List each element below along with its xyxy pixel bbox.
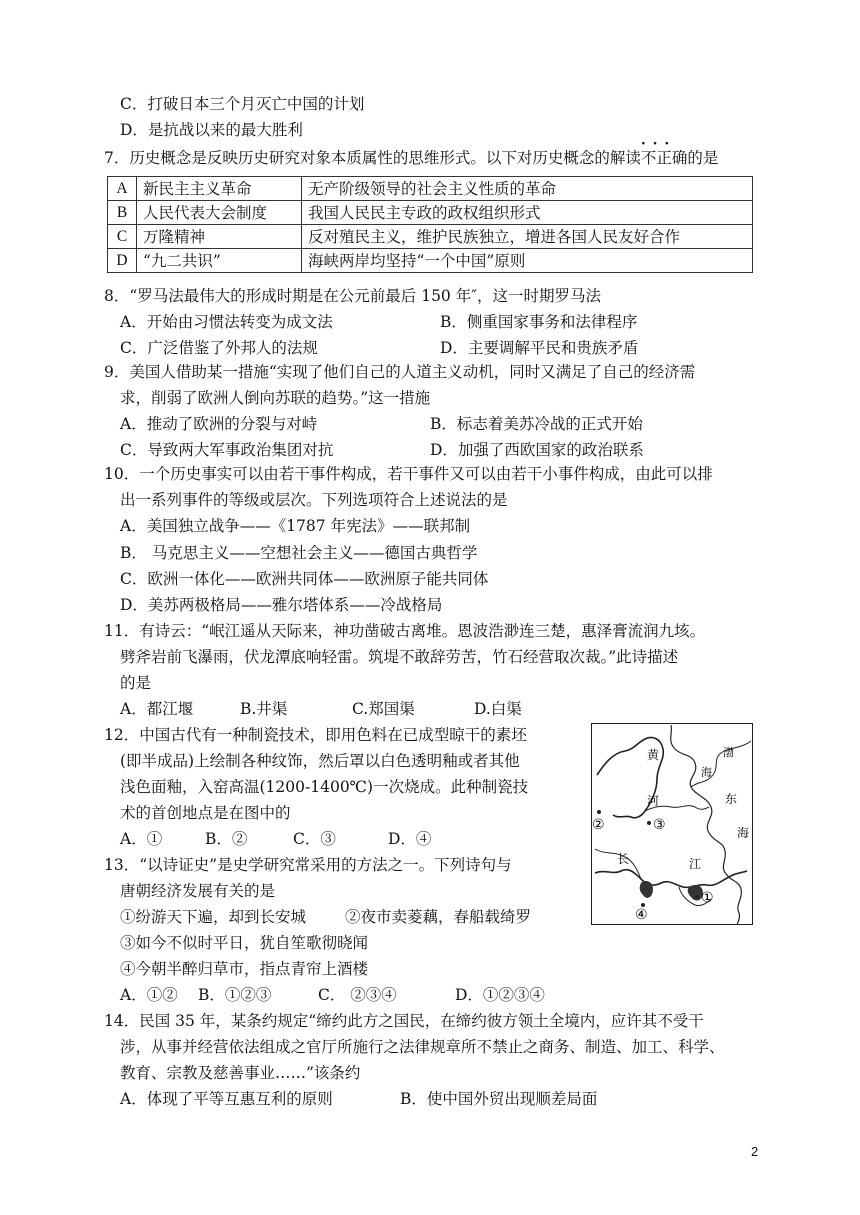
q10-option-b: B． 马克思主义——空想社会主义——德国古典哲学 xyxy=(120,544,478,562)
map-label-bo: 渤 xyxy=(723,746,734,759)
q12-option-d: D．④ xyxy=(388,830,432,848)
q7-row-d-desc: 海峡两岸均坚持“一个中国”原则 xyxy=(302,249,753,273)
table-row xyxy=(108,201,753,225)
q13-stem-line2: 唐朝经济发展有关的是 xyxy=(120,882,276,900)
q9-option-a: A．推动了欧洲的分裂与对峙 xyxy=(120,415,318,433)
q9-stem-line2: 求，削弱了欧洲人倒向苏联的趋势。”这一措施 xyxy=(120,389,431,407)
q7-row-b-desc: 我国人民民主专政的政权组织形式 xyxy=(302,201,753,225)
map-label-he: 河 xyxy=(647,794,660,808)
q7-row-d-key: D xyxy=(108,249,137,273)
q14-stem-line2: 涉，从事并经营依法组成之官厅所施行之法律规章所不禁止之商务、制造、加工、科学、 xyxy=(120,1038,725,1056)
q7-row-a-key: A xyxy=(108,177,137,201)
q12-stem-line2: (即半成品)上绘制各种纹饰，然后罩以白色透明釉或者其他 xyxy=(120,752,520,770)
q7-stem-a: 7．历史概念是反映历史研究对象本质属性的思维形式。以下对历史概念的解读 xyxy=(104,149,641,167)
table-row xyxy=(108,225,753,249)
page-number: 2 xyxy=(751,1144,759,1159)
table-row xyxy=(108,177,753,201)
q7-row-c-key: C xyxy=(108,225,137,249)
q7-row-c-term: 万隆精神 xyxy=(137,225,302,249)
q8-option-b: B．侧重国家事务和法律程序 xyxy=(440,313,638,331)
map-label-hai-2: 海 xyxy=(737,826,750,840)
q13-option-c: C． ②③④ xyxy=(318,986,397,1004)
q11-option-a: A．都江堰 xyxy=(120,700,194,718)
q10-stem-line1: 10．一个历史事实可以由若干事件构成，若干事件又可以由若干小事件构成，由此可以排 xyxy=(104,465,713,483)
q10-option-a: A．美国独立战争——《1787 年宪法》——联邦制 xyxy=(120,517,471,535)
q13-item-4: ④今朝半醉归草市，指点青帘上酒楼 xyxy=(120,960,369,978)
q7-row-a-desc: 无产阶级领导的社会主义性质的革命 xyxy=(302,177,753,201)
q13-item-3: ③如今不似时平日，犹自笙歌彻晓闻 xyxy=(120,934,369,952)
q12-stem-line1: 12．中国古代有一种制瓷技术，即用色料在已成型晾干的素坯 xyxy=(104,726,527,744)
q12-stem-line4: 术的首创地点是在图中的 xyxy=(120,804,291,822)
q10-stem-line2: 出一系列事件的等级或层次。下列选项符合上述说法的是 xyxy=(120,491,508,509)
map-label-hai-1: 海 xyxy=(701,766,712,779)
map-marker-2: ② xyxy=(592,817,605,833)
q11-option-c: C.郑国渠 xyxy=(352,700,415,718)
q9-stem-line1: 9．美国人借助某一措施“实现了他们自己的人道主义动机，同时又满足了自己的经济需 xyxy=(104,363,696,381)
q12-option-b: B．② xyxy=(205,830,248,848)
q12-stem-line3: 浅色面釉，入窑高温(1200-1400℃)一次烧成。此种制瓷技 xyxy=(120,778,529,796)
q14-stem-line3: 教育、宗教及慈善事业……”该条约 xyxy=(120,1064,361,1082)
q7-row-c-desc: 反对殖民主义，维护民族独立，增进各国人民友好合作 xyxy=(302,225,753,249)
q8-option-c: C．广泛借鉴了外邦人的法规 xyxy=(120,339,318,357)
q11-stem-line3: 的是 xyxy=(120,674,152,692)
q12-option-a: A．① xyxy=(120,830,163,848)
q7-stem-emphasis: · · 不正确 xyxy=(641,148,688,168)
q6-option-d: D．是抗战以来的最大胜利 xyxy=(120,121,303,139)
q14-option-a: A．体现了平等互惠互利的原则 xyxy=(120,1090,333,1108)
map-label-huang: 黄 xyxy=(647,748,660,762)
table-row xyxy=(108,249,753,273)
q7-row-b-key: B xyxy=(108,201,137,225)
location-dot-1 xyxy=(695,895,699,899)
q13-item-2: ②夜市卖菱藕，春船载绮罗 xyxy=(345,908,532,926)
q9-option-d: D．加强了西欧国家的政治联系 xyxy=(430,441,644,459)
q7-stem xyxy=(104,148,718,168)
q13-option-a: A．①② xyxy=(120,986,178,1004)
q11-option-b: B.井渠 xyxy=(240,700,288,718)
map-marker-4: ④ xyxy=(635,907,648,923)
q7-row-d-term: “九二共识” xyxy=(137,249,302,273)
q8-stem: 8．“罗马法最伟大的形成时期是在公元前最后 150 年″，这一时期罗马法 xyxy=(104,287,602,305)
q10-option-c: C．欧洲一体化——欧洲共同体——欧洲原子能共同体 xyxy=(120,570,489,588)
q9-option-c: C．导致两大军事政治集团对抗 xyxy=(120,441,334,459)
q13-option-b: B．①②③ xyxy=(198,986,272,1004)
location-dot-2 xyxy=(597,810,601,814)
map-marker-3: ③ xyxy=(653,817,666,833)
q13-stem-line1: 13．“以诗证史”是史学研究常采用的方法之一。下列诗句与 xyxy=(104,856,512,874)
q10-option-d: D．美苏两极格局——雅尔塔体系——冷战格局 xyxy=(120,596,443,614)
q7-row-b-term: 人民代表大会制度 xyxy=(137,201,302,225)
q14-option-b: B．使中国外贸出现顺差局面 xyxy=(400,1090,598,1108)
q14-stem-line1: 14．民国 35 年，某条约规定“缔约此方之国民，在缔约彼方领土全境内，应许其不受干 xyxy=(104,1012,704,1030)
q11-stem-line1: 11．有诗云：“岷江遥从天际来，神功凿破古离堆。恩波浩渺连三楚，惠泽膏流润九垓。 xyxy=(104,622,706,640)
q8-option-a: A．开始由习惯法转变为成文法 xyxy=(120,313,333,331)
q8-option-d: D．主要调解平民和贵族矛盾 xyxy=(440,339,639,357)
q7-table xyxy=(107,176,753,273)
q6-option-c: C．打破日本三个月灭亡中国的计划 xyxy=(120,95,365,113)
map-label-chang: 长 xyxy=(617,852,630,866)
q9-option-b: B．标志着美苏冷战的正式开始 xyxy=(430,415,643,433)
location-dot-3 xyxy=(647,821,651,825)
q11-stem-line2: 劈斧岩前飞瀑雨，伏龙潭底响轻雷。筑堤不敢辞劳苦，竹石经营取次裁。”此诗描述 xyxy=(120,648,679,666)
china-map-figure xyxy=(591,723,753,925)
q13-item-1: ①纷游天下遍，却到长安城 xyxy=(120,908,307,926)
map-label-dong: 东 xyxy=(725,792,738,806)
q7-row-a-term: 新民主主义革命 xyxy=(137,177,302,201)
map-marker-1: ① xyxy=(701,890,714,906)
q12-option-c: C．③ xyxy=(293,830,336,848)
q7-stem-b: 的是 xyxy=(687,149,719,167)
q11-option-d: D.白渠 xyxy=(474,700,522,718)
map-label-jiang: 江 xyxy=(689,857,702,871)
q13-option-d: D．①②③④ xyxy=(455,986,545,1004)
